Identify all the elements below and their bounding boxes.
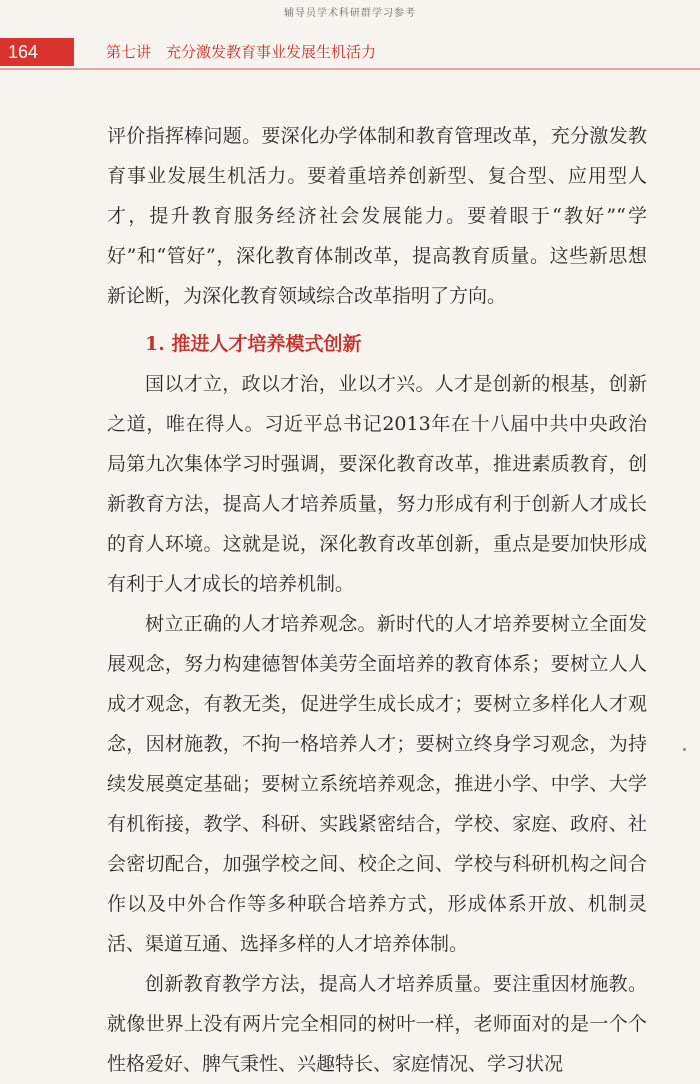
intro-paragraph: 评价指挥棒问题。要深化办学体制和教育管理改革，充分激发教育事业发展生机活力。要着重培养创新型、复合型、应用型人才，提升教育服务经济社会发展能力。要着眼于“教好”“学好”和“管好”，深化教育体制改革，提高教育质量。这些新思想新论断，为深化教育领域综合改革指明了方向。 — [107, 125, 647, 307]
watermark-stamp: 辅导员学术科研群学习参考 — [284, 8, 416, 19]
paragraph-teaching-methods: 创新教育教学方法，提高人才培养质量。要注重因材施教。就像世界上没有两片完全相同的树叶一样，老师面对的是一个个性格爱好、脾气秉性、兴趣特长、家庭情况、学习状况 — [107, 973, 647, 1075]
section-heading: 1. 推进人才培养模式创新 — [145, 333, 362, 355]
chapter-title: 第七讲 充分激发教育事业发展生机活力 — [106, 43, 377, 61]
page-number: 164 — [0, 38, 74, 66]
paragraph-talent-concepts: 树立正确的人才培养观念。新时代的人才培养要树立全面发展观念，努力构建德智体美劳全面培养的教育体系；要树立人人成才观念，有教无类，促进学生成长成才；要树立多样化人才观念，因材施教，不拘一格培养人才；要树立终身学习观念，为持续发展奠定基础；要树立系统培养观念，推进小学、中学、大学有机衔接，教学、科研、实践紧密结合，学校、家庭、政府、社会密切配合，加强学校之间、校企之间、学校与科研机构之间合作以及中外合作等多种联合培养方式，形成体系开放、机制灵活、渠道互通、选择多样的人才培养体制。 — [107, 613, 647, 955]
header-divider — [0, 68, 700, 70]
margin-mark — [683, 748, 686, 751]
page-body — [107, 116, 647, 1084]
paragraph-talent-foundation: 国以才立，政以才治，业以才兴。人才是创新的根基，创新之道，唯在得人。习近平总书记2013年在十八届中共中央政治局第九次集体学习时强调，要深化教育改革，推进素质教育，创新教育方法，提高人才培养质量，努力形成有利于创新人才成长的育人环境。这就是说，深化教育改革创新，重点是要加快形成有利于人才成长的培养机制。 — [107, 373, 647, 595]
